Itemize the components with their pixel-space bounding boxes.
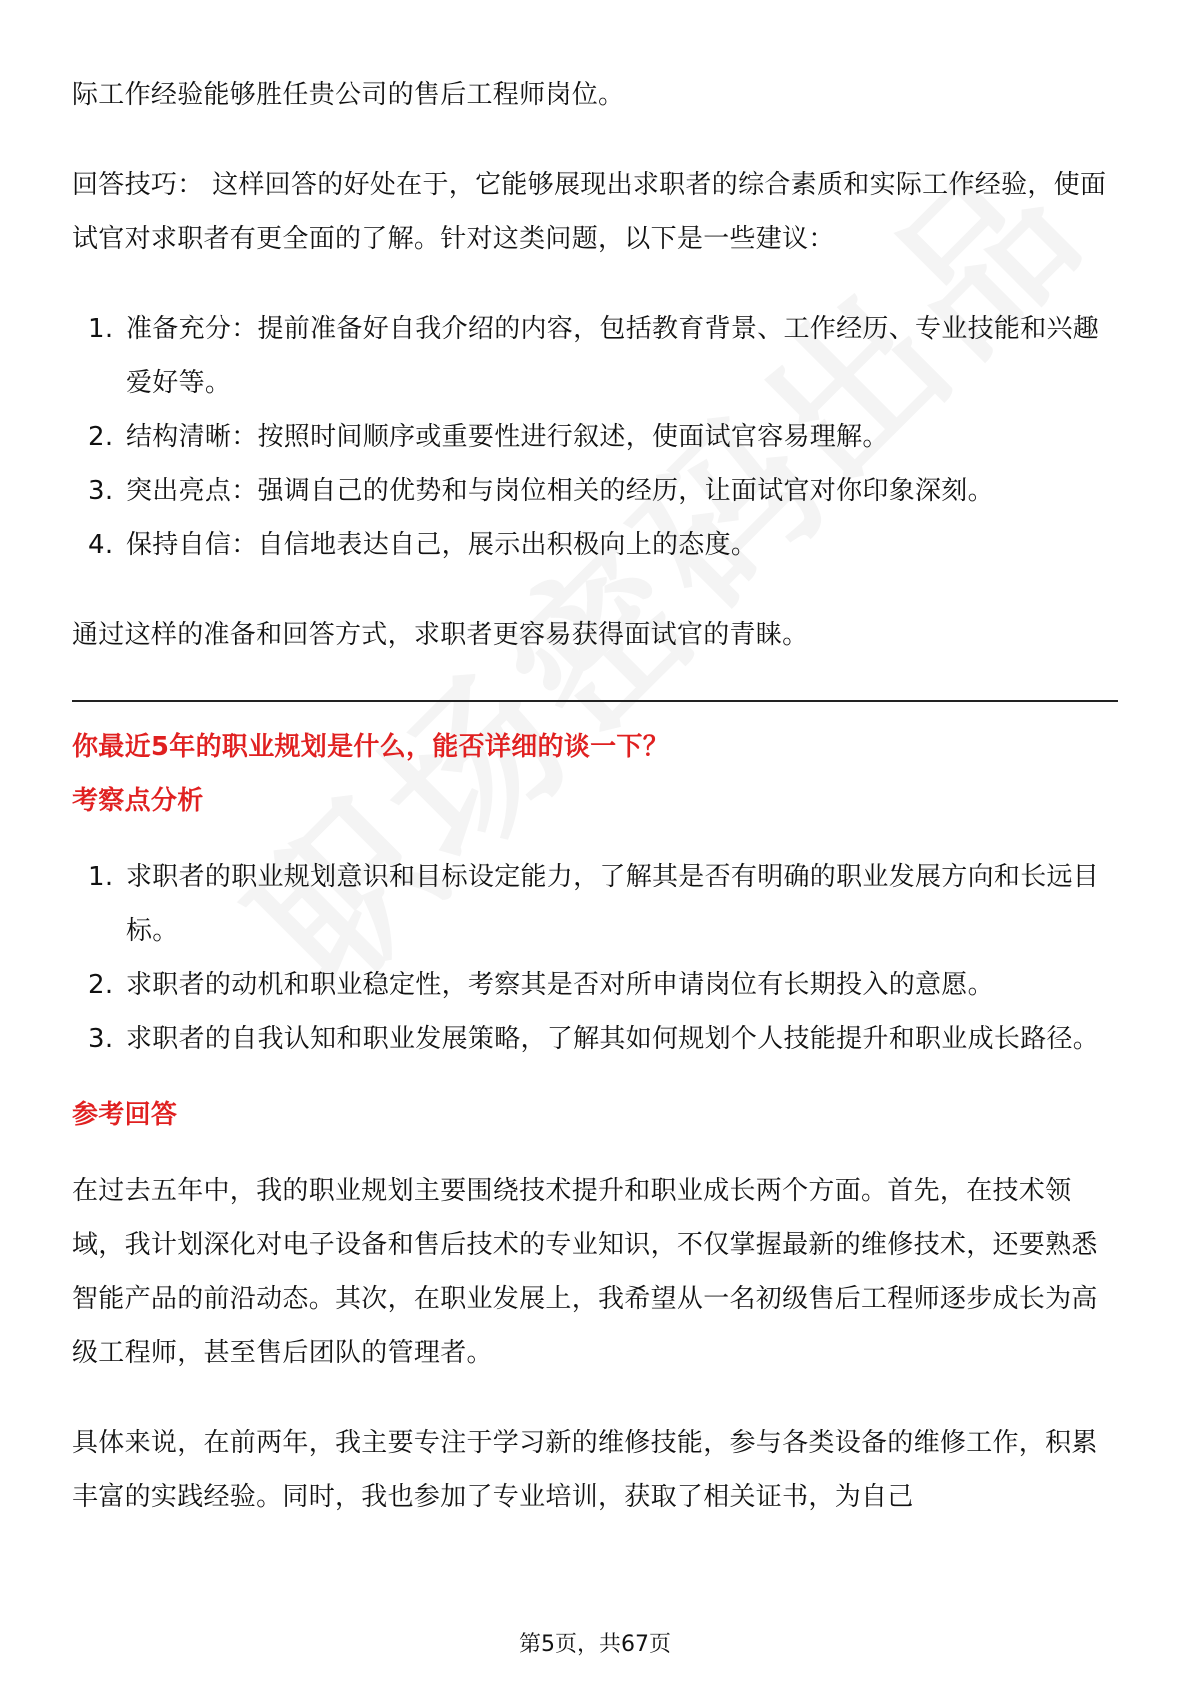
list-item-number: 3. (88, 476, 114, 506)
list-item (72, 958, 1118, 1012)
list-item-text: 结构清晰：按照时间顺序或重要性进行叙述，使面试官容易理解。 (126, 422, 889, 452)
list-item (72, 850, 1118, 958)
list-item-text: 准备充分：提前准备好自我介绍的内容，包括教育背景、工作经历、专业技能和兴趣爱好等。 (126, 314, 1100, 398)
section-divider (72, 700, 1118, 702)
answer-paragraph-1: 在过去五年中，我的职业规划主要围绕技术提升和职业成长两个方面。首先，在技术领域，我计划深化对电子设备和售后技术的专业知识，不仅掌握最新的维修技术，还要熟悉智能产品的前沿动态。其次，在职业发展上，我希望从一名初级售后工程师逐步成长为高级工程师，甚至售后团队的管理者。 (72, 1176, 1098, 1368)
analysis-list (72, 850, 1118, 1066)
page-footer: 第5页，共67页 (519, 1632, 671, 1657)
list-item-number: 3. (88, 1024, 114, 1054)
list-item (72, 1012, 1118, 1066)
list-item (72, 410, 1118, 464)
list-item-text: 求职者的自我认知和职业发展策略，了解其如何规划个人技能提升和职业成长路径。 (126, 1024, 1100, 1054)
list-item-text: 保持自信：自信地表达自己，展示出积极向上的态度。 (126, 530, 758, 560)
question-heading: 你最近5年的职业规划是什么，能否详细的谈一下？ (72, 732, 669, 762)
list-item-text: 求职者的职业规划意识和目标设定能力，了解其是否有明确的职业发展方向和长远目标。 (126, 862, 1100, 946)
list-item (72, 518, 1118, 572)
tips-paragraph: 回答技巧： 这样回答的好处在于，它能够展现出求职者的综合素质和实际工作经验，使面试官对求职者有更全面的了解。针对这类问题，以下是一些建议： (72, 170, 1107, 254)
tips-list (72, 302, 1118, 572)
answer-heading: 参考回答 (72, 1100, 178, 1130)
list-item-text: 突出亮点：强调自己的优势和与岗位相关的经历，让面试官对你印象深刻。 (126, 476, 994, 506)
page-content (72, 68, 1118, 1524)
intro-paragraph-tail: 际工作经验能够胜任贵公司的售后工程师岗位。 (72, 80, 625, 110)
analysis-heading: 考察点分析 (72, 786, 204, 816)
list-item-number: 4. (88, 530, 114, 560)
list-item-number: 2. (88, 970, 114, 1000)
answer-paragraph-2: 具体来说，在前两年，我主要专注于学习新的维修技能，参与各类设备的维修工作，积累丰富的实践经验。同时，我也参加了专业培训，获取了相关证书，为自己 (72, 1428, 1098, 1512)
list-item-text: 求职者的动机和职业稳定性，考察其是否对所申请岗位有长期投入的意愿。 (126, 970, 994, 1000)
list-item-number: 1. (88, 862, 114, 892)
list-item (72, 464, 1118, 518)
list-item (72, 302, 1118, 410)
tips-conclusion: 通过这样的准备和回答方式，求职者更容易获得面试官的青睐。 (72, 620, 809, 650)
list-item-number: 1. (88, 314, 114, 344)
list-item-number: 2. (88, 422, 114, 452)
